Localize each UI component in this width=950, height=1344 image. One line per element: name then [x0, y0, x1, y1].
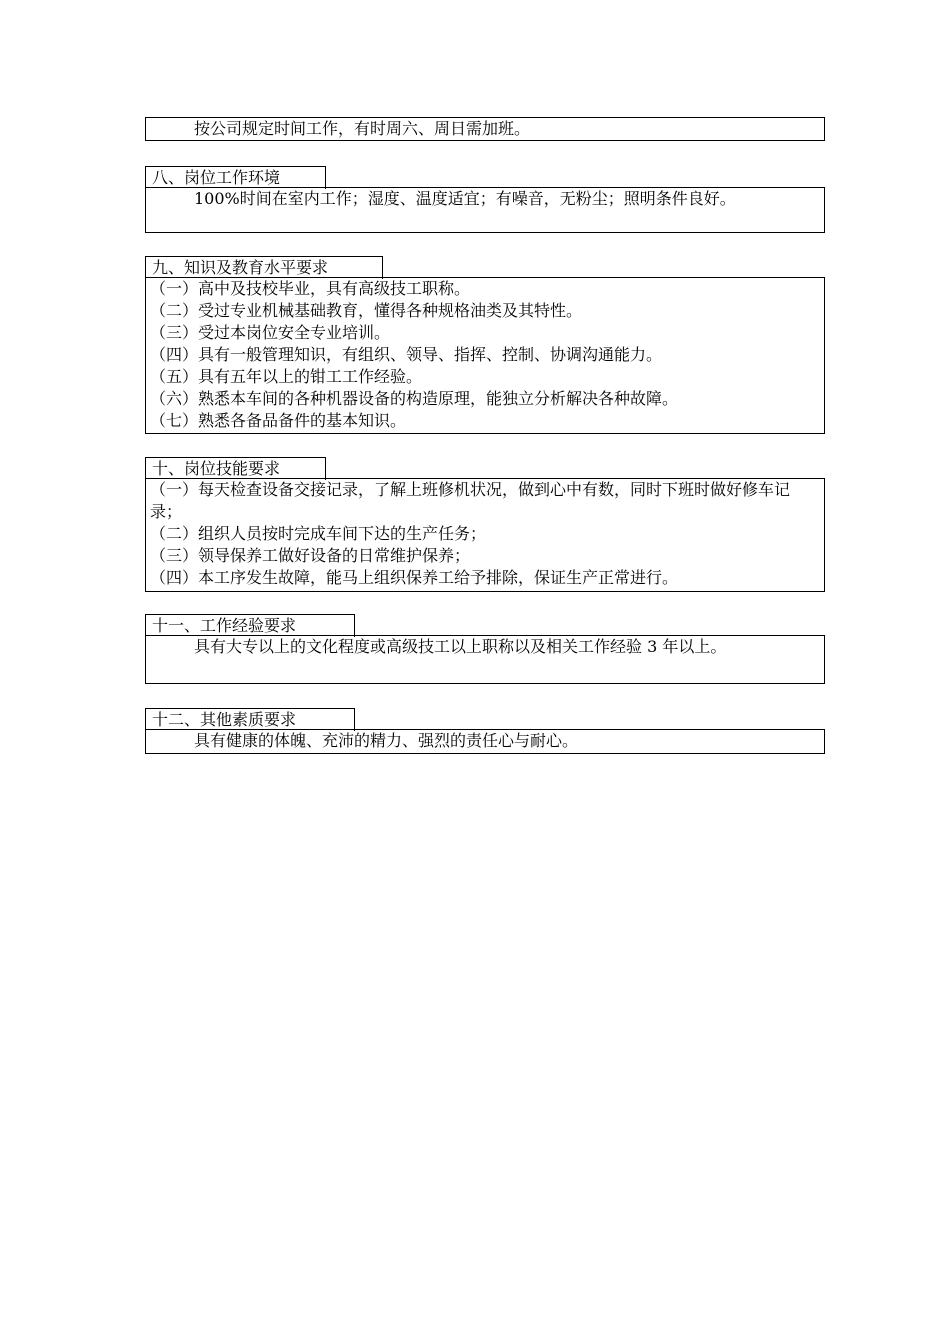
skills-item: （四）本工序发生故障，能马上组织保养工给予排除，保证生产正常进行。	[150, 568, 679, 587]
environment-box	[145, 187, 825, 233]
skills-item: （一）每天检查设备交接记录，了解上班修机状况，做到心中有数，同时下班时做好修车记录；	[150, 480, 791, 521]
knowledge-item: （六）熟悉本车间的各种机器设备的构造原理，能独立分析解决各种故障。	[150, 389, 679, 408]
skills-item: （二）组织人员按时完成车间下达的生产任务；	[150, 524, 487, 543]
work-time-text: 按公司规定时间工作，有时周六、周日需加班。	[194, 119, 531, 138]
other-box	[145, 729, 825, 754]
knowledge-item: （三）受过本岗位安全专业培训。	[150, 323, 391, 342]
other-title: 十二、其他素质要求	[145, 708, 355, 731]
knowledge-item: （四）具有一般管理知识，有组织、领导、指挥、控制、协调沟通能力。	[150, 345, 663, 364]
knowledge-item: （五）具有五年以上的钳工工作经验。	[150, 367, 423, 386]
knowledge-title: 九、知识及教育水平要求	[145, 256, 383, 279]
experience-box	[145, 635, 825, 684]
knowledge-item: （一）高中及技校毕业，具有高级技工职称。	[150, 279, 471, 298]
skills-item: （三）领导保养工做好设备的日常维护保养；	[150, 546, 471, 565]
environment-text: 100%时间在室内工作；湿度、温度适宜；有噪音，无粉尘；照明条件良好。	[194, 189, 736, 208]
skills-box	[145, 478, 825, 592]
knowledge-item: （七）熟悉各备品备件的基本知识。	[150, 411, 407, 430]
work-time-box	[145, 117, 825, 141]
experience-text: 具有大专以上的文化程度或高级技工以上职称以及相关工作经验 3 年以上。	[194, 637, 727, 656]
skills-title: 十、岗位技能要求	[145, 457, 326, 480]
other-text: 具有健康的体魄、充沛的精力、强烈的责任心与耐心。	[194, 731, 579, 750]
knowledge-box	[145, 277, 825, 434]
environment-title: 八、岗位工作环境	[145, 166, 326, 189]
knowledge-item: （二）受过专业机械基础教育，懂得各种规格油类及其特性。	[150, 301, 583, 320]
experience-title: 十一、工作经验要求	[145, 614, 355, 637]
